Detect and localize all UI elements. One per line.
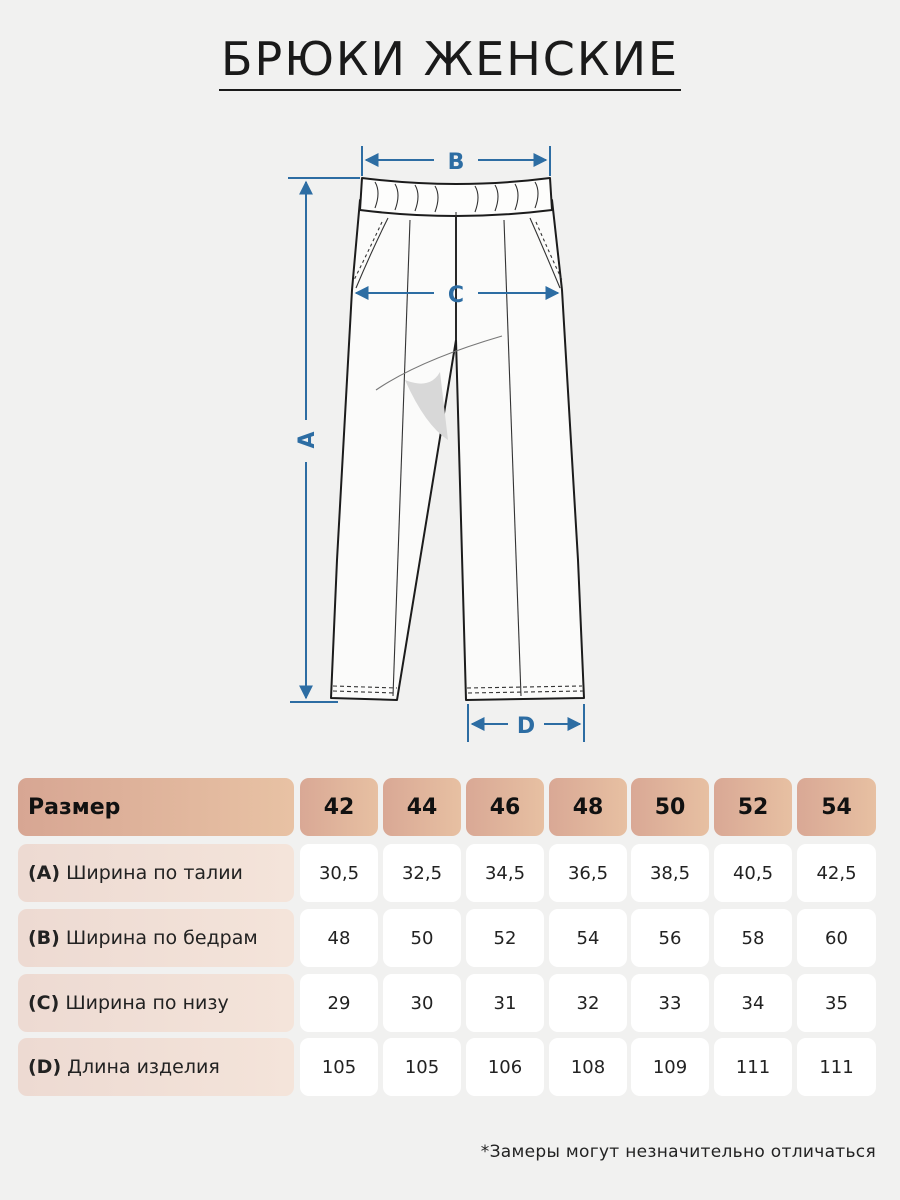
table-cell: 32 <box>549 974 627 1032</box>
table-cell: 48 <box>300 909 378 967</box>
table-cell: 50 <box>383 909 461 967</box>
page-title-text: БРЮКИ ЖЕНСКИЕ <box>219 35 681 91</box>
table-cell: 111 <box>714 1038 792 1096</box>
row-name: Ширина по талии <box>66 862 243 884</box>
dimension-a-label: A <box>295 431 320 449</box>
size-header-cell: 46 <box>466 778 544 836</box>
row-code: (B) <box>28 927 60 949</box>
row-label <box>18 1038 294 1096</box>
table-cell: 60 <box>797 909 876 967</box>
table-cell: 30 <box>383 974 461 1032</box>
pants-diagram <box>0 140 900 760</box>
size-table-header <box>18 778 880 836</box>
table-cell: 58 <box>714 909 792 967</box>
dimension-d <box>468 704 584 742</box>
row-name: Длина изделия <box>67 1056 220 1078</box>
dimension-b <box>362 146 550 176</box>
table-cell: 40,5 <box>714 844 792 902</box>
table-cell: 42,5 <box>797 844 876 902</box>
size-header-cell: 50 <box>631 778 709 836</box>
row-label <box>18 844 294 902</box>
page-title <box>0 32 900 91</box>
size-header-cell: 44 <box>383 778 461 836</box>
table-cell: 34 <box>714 974 792 1032</box>
table-cell: 105 <box>383 1038 461 1096</box>
table-cell: 34,5 <box>466 844 544 902</box>
row-code: (D) <box>28 1056 62 1078</box>
table-cell: 30,5 <box>300 844 378 902</box>
table-cell: 106 <box>466 1038 544 1096</box>
measurement-footnote: *Замеры могут незначительно отличаться <box>480 1142 876 1162</box>
row-label <box>18 974 294 1032</box>
row-name: Ширина по низу <box>65 992 229 1014</box>
dimension-c-label: C <box>447 283 465 308</box>
size-header-cell: 48 <box>549 778 627 836</box>
table-cell: 31 <box>466 974 544 1032</box>
table-cell: 29 <box>300 974 378 1032</box>
table-cell: 52 <box>466 909 544 967</box>
table-row <box>18 909 880 967</box>
row-label <box>18 909 294 967</box>
table-cell: 54 <box>549 909 627 967</box>
table-cell: 35 <box>797 974 876 1032</box>
waistband <box>360 178 552 216</box>
pants-illustration <box>331 178 584 700</box>
table-cell: 32,5 <box>383 844 461 902</box>
row-name: Ширина по бедрам <box>65 927 258 949</box>
table-cell: 33 <box>631 974 709 1032</box>
table-cell: 38,5 <box>631 844 709 902</box>
size-header-cell: 54 <box>797 778 876 836</box>
row-code: (C) <box>28 992 60 1014</box>
table-cell: 109 <box>631 1038 709 1096</box>
table-row <box>18 1038 880 1096</box>
table-cell: 111 <box>797 1038 876 1096</box>
table-cell: 56 <box>631 909 709 967</box>
table-row <box>18 974 880 1032</box>
row-code: (A) <box>28 862 61 884</box>
dimension-d-label: D <box>516 714 536 739</box>
table-row <box>18 844 880 902</box>
table-cell: 105 <box>300 1038 378 1096</box>
dimension-b-label: B <box>447 150 465 175</box>
size-header-cell: 42 <box>300 778 378 836</box>
size-header-cell: 52 <box>714 778 792 836</box>
right-leg-outline <box>456 200 584 700</box>
left-leg-outline <box>331 200 456 700</box>
table-cell: 108 <box>549 1038 627 1096</box>
table-cell: 36,5 <box>549 844 627 902</box>
size-header-label: Размер <box>18 778 294 836</box>
